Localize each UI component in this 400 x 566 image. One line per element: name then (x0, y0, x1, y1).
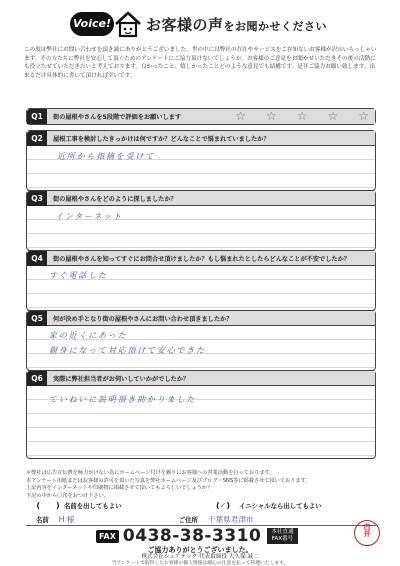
fax-icon: FAX (96, 530, 119, 543)
answer-text[interactable]: インターネット (55, 212, 123, 221)
question-q5 (26, 310, 376, 371)
footer (0, 546, 400, 566)
option-label: 名前を出してもよい (64, 501, 122, 510)
title-main: お客様の声 (146, 16, 224, 34)
fax-tag (267, 528, 297, 544)
note-line: 下記の中から〇印をおつけ下さい。 (26, 492, 109, 499)
consent-option-name[interactable] (26, 498, 201, 512)
publication-consent (26, 498, 376, 512)
intro-text: この度は弊社にお問い合わせを頂き誠にありがとうございました。世の中には弊社の存在やサービスをご存知ないお客様が沢山いらっしゃいます。その方たちに弊社を安心して頂くためのアンケートにご協力頂けないでしょうか。お客様のご意見をお聞かせいただきその後の活動にも役立たせていただきたいと考えております。良かったこと、嬉しかったことどのような意見でも結構です。是非ご協力お願い致します。出来るだけ具体的に書いて頂ければ幸いです。 (24, 47, 377, 79)
fax-tag-line: 本社直通 (271, 529, 294, 535)
rating-stars (235, 110, 369, 123)
thanks-text: ご協力ありがとうございました。 (147, 546, 253, 554)
answer-text[interactable]: 近所から指摘を受けて (57, 152, 155, 161)
address-label: ご住所 (178, 516, 198, 524)
question-text: 屋根工事を検討したきっかけは何ですか？どんなことで悩まれていましたか？ (53, 135, 270, 143)
check-mark-icon: ✓ (219, 500, 227, 510)
question-text: 街の屋根やさんをどのように探しましたか？ (53, 195, 177, 203)
question-number: Q4 (27, 251, 47, 266)
question-text: 何が決め手となり街の屋根やさんにお問い合わせ頂きましたか？ (53, 315, 233, 323)
company-name: 株式会社シェアテック 代表取締役 大久保 誠二 (141, 554, 259, 560)
answer-text[interactable]: ていねいに説明頂き助かりました (49, 395, 196, 404)
address-value[interactable]: 千葉県君津市 (207, 515, 254, 524)
note-line: ＊弊社は広告宣伝費を極力かけない為にホームページ付けを頼りにお客様への営業活動を行っております。 (26, 470, 275, 476)
page-title (146, 14, 327, 35)
header (0, 6, 400, 46)
question-number: Q1 (27, 109, 47, 124)
question-number: Q5 (27, 311, 47, 326)
hanko-stamp: 白井 (354, 520, 380, 546)
answer-text[interactable]: すぐ電話した (49, 271, 108, 280)
fax-number[interactable]: 0438-38-3310 (122, 526, 262, 546)
voice-badge: Voice! (70, 12, 114, 36)
name-label: 名前 (36, 516, 49, 524)
note-line: 本アンケート用紙またはお客様の許可を頂いた写真を弊社ホームページ及びブログ・SNS等に掲載させて頂いております。 (26, 477, 311, 484)
answer-text-line2[interactable]: 親身になって対応頂けて安心できた (49, 346, 206, 355)
star-icon[interactable]: ☆ (296, 109, 308, 123)
answer-text[interactable]: 家の近くにあった (49, 331, 128, 340)
question-number: Q2 (27, 131, 47, 146)
question-text: 街の屋根やさんを知ってすぐにお問合せ頂けましたか？もし悩まれたとしたらどんなことが不安でしたか？ (53, 255, 350, 263)
star-icon[interactable]: ☆ (327, 109, 339, 123)
privacy-note: 当アンケートで取得したお客様の個人情報は細心の注意を払って管理いたします。 (111, 561, 289, 566)
question-q3 (26, 190, 376, 251)
title-sub: をお聞かせください (223, 20, 328, 33)
star-icon[interactable]: ☆ (358, 109, 369, 123)
question-q2 (26, 130, 376, 191)
note-line: 上記内容をインターネットや印刷物に掲載させて頂いてもよろしいでしょうか？ (26, 485, 213, 492)
notes (26, 470, 376, 500)
question-q6 (26, 370, 376, 459)
name-value[interactable]: H 様 (58, 515, 75, 524)
checkbox-initial[interactable]: (✓) (215, 500, 230, 510)
question-q4 (26, 250, 376, 311)
question-text: 実際に弊社担当者がお伺いしていかがでしたか？ (53, 375, 190, 383)
star-icon[interactable]: ☆ (265, 109, 277, 123)
customer-info (26, 514, 376, 526)
house-icon (113, 10, 143, 38)
consent-option-initial[interactable] (201, 498, 376, 512)
checkbox-name[interactable]: ( ) (36, 500, 60, 510)
question-number: Q6 (27, 371, 47, 386)
option-label: イニシャルなら出してもよい (239, 501, 322, 510)
question-number: Q3 (27, 191, 47, 206)
question-text: 街の屋根やさんを5段階で評価をお願いします (53, 114, 182, 121)
question-q1 (26, 108, 376, 125)
fax-info (96, 526, 298, 546)
star-icon[interactable]: ☆ (235, 109, 246, 123)
fax-tag-line: FAX番号 (271, 536, 294, 542)
